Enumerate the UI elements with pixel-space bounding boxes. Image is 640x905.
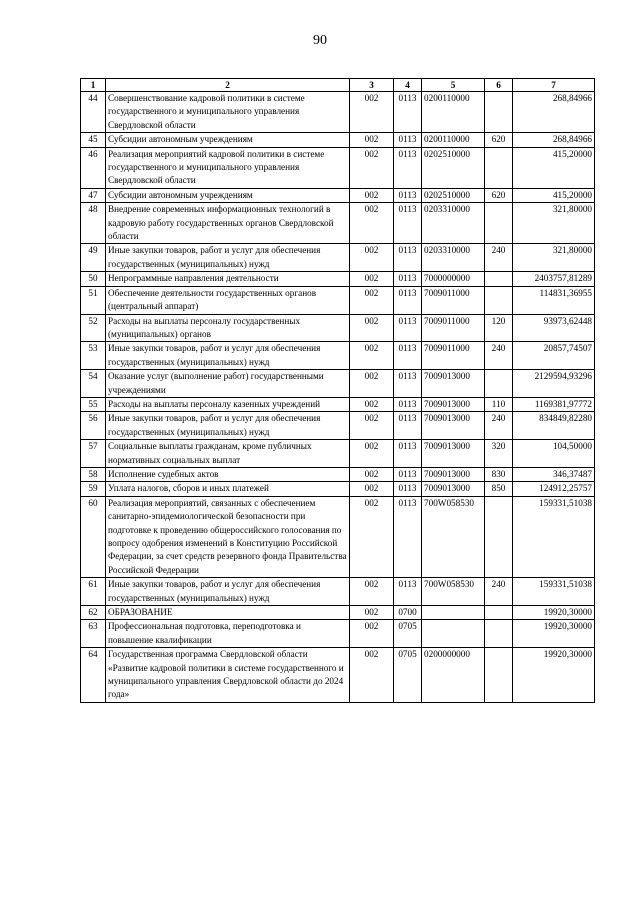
row-name: ОБРАЗОВАНИЕ [106,606,350,620]
admin-code: 002 [350,606,394,620]
section-code: 0113 [394,147,422,188]
table-row [81,496,595,577]
column-header: 1 [81,79,106,92]
row-name: Социальные выплаты гражданам, кроме публичных нормативных социальных выплат [106,440,350,468]
admin-code: 002 [350,244,394,272]
row-number: 50 [81,272,106,286]
row-number: 57 [81,440,106,468]
section-code: 0113 [394,286,422,314]
table-row [81,244,595,272]
row-number: 54 [81,370,106,398]
row-name: Непрограммные направления деятельности [106,272,350,286]
expense-type-code: 620 [485,133,513,147]
section-code: 0113 [394,342,422,370]
row-number: 56 [81,412,106,440]
column-header: 3 [350,79,394,92]
expense-type-code: 240 [485,578,513,606]
table-row [81,620,595,648]
expense-type-code [485,620,513,648]
amount: 321,80000 [513,244,595,272]
target-article-code: 7009013000 [422,412,485,440]
target-article-code: 7009011000 [422,286,485,314]
row-number: 62 [81,606,106,620]
target-article-code: 0200110000 [422,133,485,147]
section-code: 0113 [394,482,422,496]
target-article-code: 0200110000 [422,92,485,133]
amount: 2129594,93296 [513,370,595,398]
amount: 19920,30000 [513,620,595,648]
target-article-code: 700W058530 [422,496,485,577]
admin-code: 002 [350,92,394,133]
target-article-code: 0200000000 [422,648,485,703]
expense-type-code [485,203,513,244]
table-row [81,482,595,496]
table-row [81,370,595,398]
amount: 114831,36955 [513,286,595,314]
row-name: Оказание услуг (выполнение работ) государственными учреждениями [106,370,350,398]
column-header: 2 [106,79,350,92]
amount: 104,50000 [513,440,595,468]
section-code: 0705 [394,648,422,703]
admin-code: 002 [350,147,394,188]
row-number: 47 [81,188,106,202]
section-code: 0113 [394,203,422,244]
section-code: 0700 [394,606,422,620]
column-header: 6 [485,79,513,92]
row-name: Иные закупки товаров, работ и услуг для обеспечения государственных (муниципальных) нужд [106,578,350,606]
expense-type-code [485,370,513,398]
row-name: Внедрение современных информационных технологий в кадровую работу государственных органов Свердловской области [106,203,350,244]
amount: 2403757,81289 [513,272,595,286]
amount: 415,20000 [513,188,595,202]
section-code: 0113 [394,244,422,272]
section-code: 0705 [394,620,422,648]
table-row [81,440,595,468]
expense-type-code [485,272,513,286]
target-article-code: 7009013000 [422,397,485,411]
target-article-code [422,606,485,620]
expense-type-code: 110 [485,397,513,411]
amount: 321,80000 [513,203,595,244]
table-row [81,147,595,188]
row-number: 48 [81,203,106,244]
admin-code: 002 [350,203,394,244]
expense-type-code [485,286,513,314]
admin-code: 002 [350,412,394,440]
row-number: 45 [81,133,106,147]
target-article-code: 0202510000 [422,188,485,202]
table-header-row [81,79,595,92]
target-article-code: 7009013000 [422,467,485,481]
expense-type-code: 240 [485,342,513,370]
admin-code: 002 [350,620,394,648]
row-number: 46 [81,147,106,188]
row-name: Расходы на выплаты персоналу государственных (муниципальных) органов [106,314,350,342]
section-code: 0113 [394,397,422,411]
amount: 159331,51038 [513,578,595,606]
table-row [81,272,595,286]
section-code: 0113 [394,272,422,286]
row-name: Совершенствование кадровой политики в системе государственного и муниципального управления Свердловской области [106,92,350,133]
page-number: 90 [313,33,327,48]
table-row [81,578,595,606]
row-number: 59 [81,482,106,496]
table-row [81,92,595,133]
section-code: 0113 [394,440,422,468]
target-article-code: 7009011000 [422,342,485,370]
admin-code: 002 [350,496,394,577]
admin-code: 002 [350,648,394,703]
expense-type-code [485,606,513,620]
admin-code: 002 [350,482,394,496]
target-article-code: 0202510000 [422,147,485,188]
amount: 1169381,97772 [513,397,595,411]
target-article-code: 7009013000 [422,370,485,398]
admin-code: 002 [350,578,394,606]
table-row [81,648,595,703]
section-code: 0113 [394,412,422,440]
section-code: 0113 [394,133,422,147]
expense-type-code [485,147,513,188]
target-article-code: 7009013000 [422,440,485,468]
amount: 20857,74507 [513,342,595,370]
table-row [81,397,595,411]
table-row [81,286,595,314]
admin-code: 002 [350,370,394,398]
table-row [81,467,595,481]
expense-type-code: 620 [485,188,513,202]
amount: 93973,62448 [513,314,595,342]
column-header: 4 [394,79,422,92]
expense-type-code: 830 [485,467,513,481]
row-name: Иные закупки товаров, работ и услуг для обеспечения государственных (муниципальных) нужд [106,244,350,272]
row-name: Реализация мероприятий кадровой политики в системе государственного и муниципального управления Свердловской области [106,147,350,188]
table-row [81,314,595,342]
amount: 415,20000 [513,147,595,188]
expense-type-code: 240 [485,412,513,440]
expense-type-code [485,648,513,703]
expense-type-code: 320 [485,440,513,468]
row-number: 51 [81,286,106,314]
amount: 19920,30000 [513,606,595,620]
section-code: 0113 [394,188,422,202]
expense-type-code: 240 [485,244,513,272]
table-row [81,188,595,202]
row-name: Исполнение судебных актов [106,467,350,481]
row-number: 49 [81,244,106,272]
target-article-code: 700W058530 [422,578,485,606]
row-number: 61 [81,578,106,606]
amount: 124912,25757 [513,482,595,496]
target-article-code [422,620,485,648]
row-name: Уплата налогов, сборов и иных платежей [106,482,350,496]
table-row [81,606,595,620]
expense-type-code [485,496,513,577]
admin-code: 002 [350,133,394,147]
row-name: Профессиональная подготовка, переподготовка и повышение квалификации [106,620,350,648]
row-number: 63 [81,620,106,648]
target-article-code: 0203310000 [422,244,485,272]
amount: 268,84966 [513,133,595,147]
admin-code: 002 [350,467,394,481]
table-row [81,203,595,244]
row-number: 55 [81,397,106,411]
amount: 346,37487 [513,467,595,481]
row-number: 44 [81,92,106,133]
section-code: 0113 [394,370,422,398]
admin-code: 002 [350,272,394,286]
row-number: 60 [81,496,106,577]
column-header: 7 [513,79,595,92]
target-article-code: 7000000000 [422,272,485,286]
expense-type-code [485,92,513,133]
admin-code: 002 [350,314,394,342]
row-number: 64 [81,648,106,703]
expense-type-code: 120 [485,314,513,342]
row-name: Государственная программа Свердловской области «Развитие кадровой политики в системе государственного и муниципального управления Свердловской области до 2024 года» [106,648,350,703]
row-number: 58 [81,467,106,481]
amount: 268,84966 [513,92,595,133]
section-code: 0113 [394,314,422,342]
table-row [81,133,595,147]
section-code: 0113 [394,578,422,606]
section-code: 0113 [394,467,422,481]
row-number: 52 [81,314,106,342]
admin-code: 002 [350,342,394,370]
target-article-code: 0203310000 [422,203,485,244]
expense-type-code: 850 [485,482,513,496]
target-article-code: 7009011000 [422,314,485,342]
admin-code: 002 [350,397,394,411]
target-article-code: 7009013000 [422,482,485,496]
row-name: Субсидии автономным учреждениям [106,133,350,147]
budget-table [80,78,595,703]
row-name: Реализация мероприятий, связанных с обеспечением санитарно-эпидемиологической безопасности при подготовке к проведению общероссийского голосования по вопросу одобрения изменений в Конституцию Российской Федерации, за счет средств резервного фонда Правительства Российской Федерации [106,496,350,577]
table-row [81,412,595,440]
row-number: 53 [81,342,106,370]
admin-code: 002 [350,440,394,468]
row-name: Расходы на выплаты персоналу казенных учреждений [106,397,350,411]
amount: 19920,30000 [513,648,595,703]
section-code: 0113 [394,496,422,577]
column-header: 5 [422,79,485,92]
amount: 159331,51038 [513,496,595,577]
admin-code: 002 [350,286,394,314]
amount: 834849,82280 [513,412,595,440]
row-name: Обеспечение деятельности государственных органов (центральный аппарат) [106,286,350,314]
admin-code: 002 [350,188,394,202]
section-code: 0113 [394,92,422,133]
row-name: Иные закупки товаров, работ и услуг для обеспечения государственных (муниципальных) нужд [106,412,350,440]
table-body [81,92,595,703]
row-name: Иные закупки товаров, работ и услуг для обеспечения государственных (муниципальных) нужд [106,342,350,370]
table-row [81,342,595,370]
row-name: Субсидии автономным учреждениям [106,188,350,202]
